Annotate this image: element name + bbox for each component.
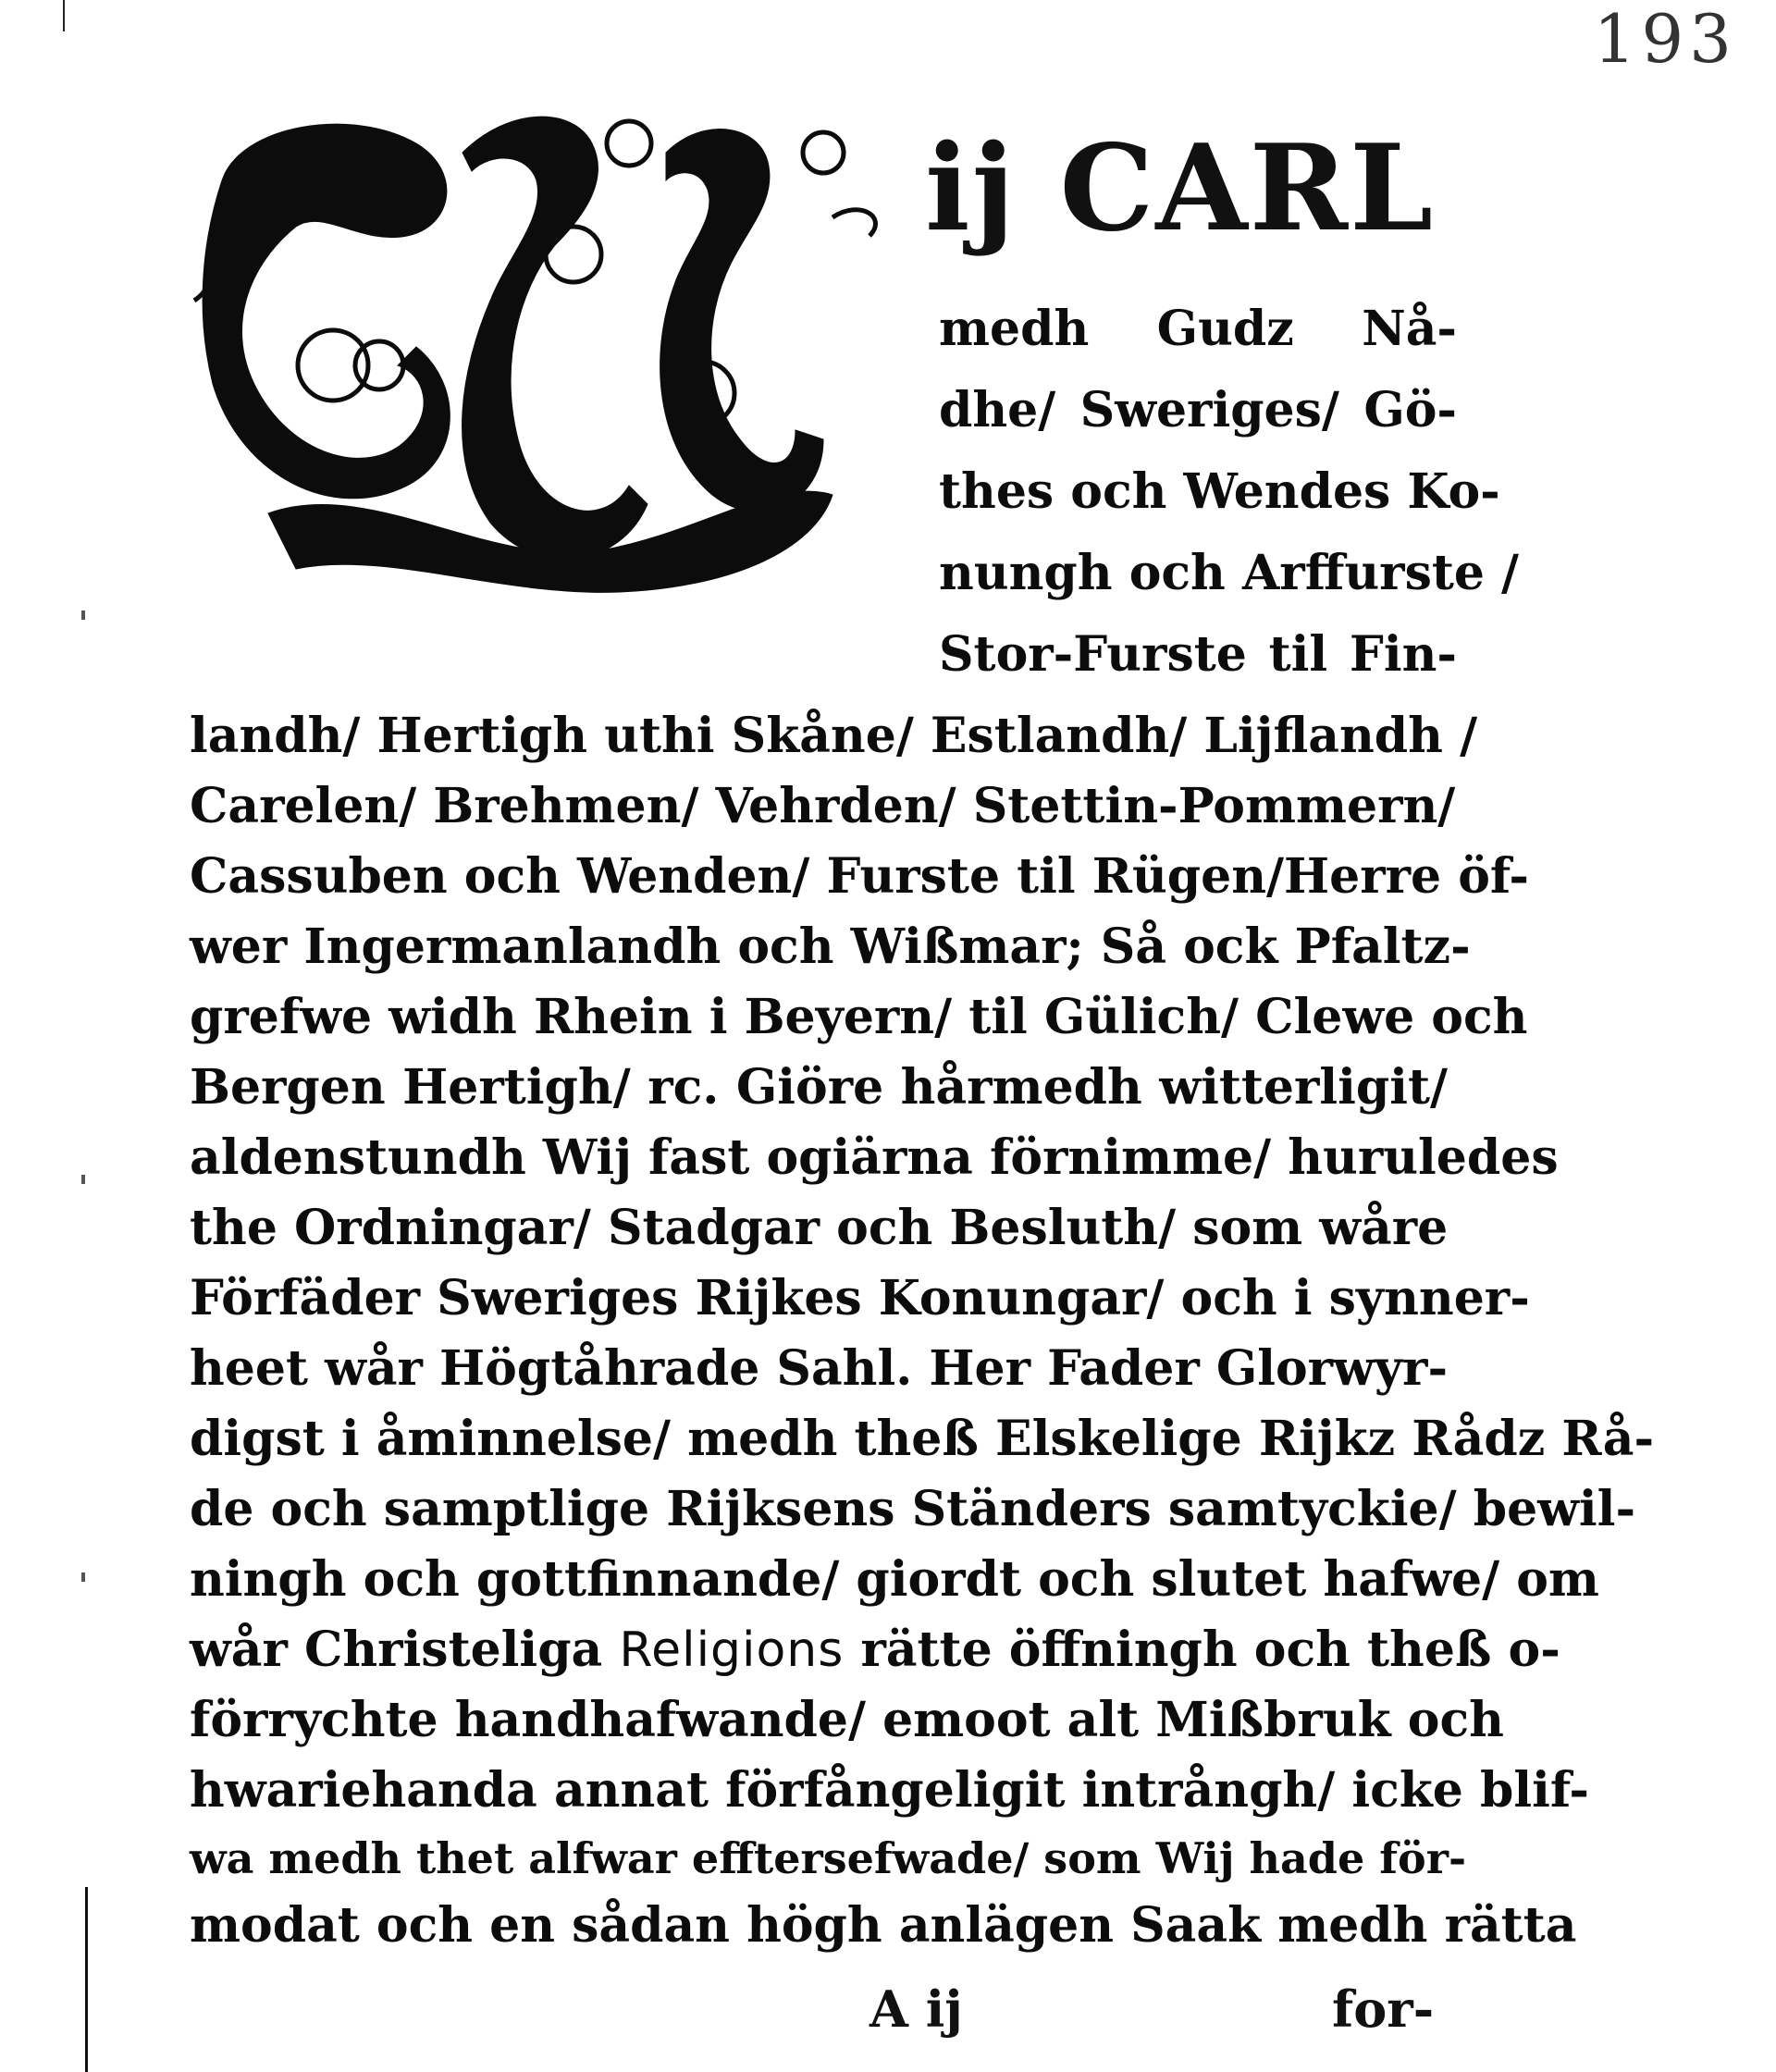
text-fragment: rätte öffningh och theß o- — [844, 1622, 1560, 1678]
text-line: Förfäder Sweriges Rijkes Konungar/ och i synner- — [190, 1270, 1530, 1326]
text-line: digst i åminnelse/ medh theß Elskelige Rijkz Rådz Rå- — [190, 1411, 1655, 1467]
initial-curl — [607, 121, 651, 166]
catchword: for- — [1332, 1980, 1435, 2039]
text-line: dhe/ Sweriges/ Gö- — [939, 382, 1457, 438]
initial-curl — [803, 132, 844, 173]
initial-stroke-middle — [462, 117, 648, 559]
text-line: Bergen Hertigh/ rc. Giöre hårmedh witterligit/ — [190, 1059, 1448, 1116]
margin-dot — [81, 1175, 85, 1184]
text-line: Stor-Furste til Fin- — [939, 626, 1457, 683]
text-line: the Ordningar/ Stadgar och Besluth/ som wåre — [190, 1200, 1449, 1256]
margin-dot — [81, 1572, 85, 1582]
initial-curl — [355, 341, 403, 389]
text-line: ningh och gottfinnande/ giordt och slutet hafwe/ om — [190, 1551, 1599, 1608]
text-line: aldenstundh Wij fast ogiärna förnimme/ huruledes — [190, 1129, 1559, 1186]
text-line: landh/ Hertigh uthi Skåne/ Estlandh/ Lijflandh / — [190, 708, 1478, 764]
initial-flourish — [832, 210, 875, 236]
text-line: medh Gudz Nå- — [939, 301, 1457, 357]
text-line: förrychte handhafwande/ emoot alt Mißbruk och — [190, 1692, 1504, 1748]
text-line: wer Ingermanlandh och Wißmar; Så ock Pfaltz- — [190, 919, 1471, 975]
initial-swash-left — [203, 124, 450, 499]
text-line: de och samptlige Rijksens Ständers samtyckie/ bewil- — [190, 1481, 1636, 1537]
initial-curl — [546, 227, 601, 282]
signature-mark: A ij — [870, 1980, 963, 2039]
text-line: thes och Wendes Ko- — [939, 463, 1500, 520]
text-line: nungh och Arffurste / — [939, 545, 1520, 601]
text-line: wa medh thet alfwar efftersefwade/ som Wij hade för- — [190, 1833, 1467, 1883]
text-fragment: wår Christeliga — [190, 1622, 620, 1678]
text-line-mixed — [190, 1622, 1560, 1678]
margin-dot — [81, 610, 85, 620]
text-line: Cassuben och Wenden/ Furste til Rügen/Herre öf- — [190, 848, 1530, 905]
margin-tick — [63, 0, 65, 31]
decorated-initial — [185, 88, 916, 620]
text-line: modat och en sådan högh anlägen Saak medh rätta — [190, 1897, 1577, 1954]
initial-stroke-right — [660, 130, 823, 512]
heading-name: ij CARL — [925, 119, 1436, 258]
text-line: Carelen/ Brehmen/ Vehrden/ Stettin-Pommern/ — [190, 778, 1456, 834]
margin-rule — [85, 1887, 88, 2072]
text-line: hwariehanda annat förfångeligit intrångh/ icke blif- — [190, 1762, 1589, 1819]
roman-word: Religions — [619, 1622, 845, 1678]
page-number: 193 — [1593, 0, 1737, 78]
text-line: grefwe widh Rhein i Beyern/ til Gülich/ Clewe och — [190, 989, 1528, 1045]
text-line: heet wår Högtåhrade Sahl. Her Fader Glorwyr- — [190, 1340, 1449, 1397]
initial-curl — [298, 330, 368, 401]
